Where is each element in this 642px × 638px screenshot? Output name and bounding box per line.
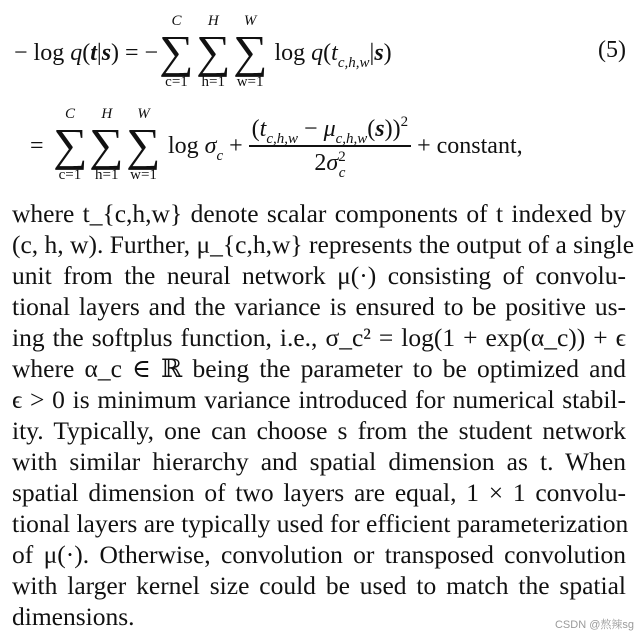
paragraph-line: tional layers are typically used for efficient parameterization: [12, 509, 629, 538]
sum-over-w-2: W ∑ w=1: [126, 106, 161, 183]
paragraph-line: tional layers and the variance is ensured to be positive us-: [12, 292, 626, 321]
equation-number: (5): [598, 37, 626, 63]
paragraph-line: spatial dimension of two layers are equal, 1 × 1 convolu-: [12, 478, 626, 507]
sum-w-upper: W: [243, 13, 257, 29]
eq2-log-term: $\log \sigma_c$ +: [161, 133, 243, 164]
eq1-rhs: $\log q(t_{c,h,w}|s)$: [268, 40, 392, 71]
sum-h-lower: h=1: [201, 74, 226, 90]
equation-5-line-1: [0, 8, 642, 98]
sum-over-c: C ∑ c=1: [159, 13, 194, 90]
sum-c-upper: C: [171, 13, 182, 29]
paragraph-line: where α_c ∈ ℝ being the parameter to be optimized and: [12, 354, 626, 383]
fraction-numerator: $(t_{c,h,w} - \mu_{c,h,w}(s))^2$: [251, 114, 409, 148]
fraction-denominator: $2\sigma^2_c$: [314, 148, 346, 181]
sum-over-h: H ∑ h=1: [196, 13, 231, 90]
equation-5-line-2: [0, 98, 642, 194]
eq2-tail: + constant,: [417, 133, 523, 159]
paragraph-line: ity. Typically, one can choose s from the student network: [12, 416, 626, 445]
paragraph-line: of μ(·). Otherwise, convolution or transposed convolution: [12, 540, 626, 569]
eq1-lhs: − log q(t|s) = −: [14, 40, 159, 66]
paragraph-line: dimensions.: [12, 602, 135, 631]
sum-over-h-2: H ∑ h=1: [89, 106, 124, 183]
sum-over-w: W ∑ w=1: [232, 13, 268, 90]
paragraph-line: ϵ > 0 is minimum variance introduced for numerical stabil-: [12, 385, 626, 414]
gaussian-fraction: [249, 114, 411, 181]
paragraph-line: with similar hierarchy and spatial dimension as t. When: [12, 447, 626, 476]
sum-c-lower: c=1: [165, 74, 188, 90]
sum-h-upper: H: [207, 13, 219, 29]
paragraph-line: (c, h, w). Further, μ_{c,h,w} represents the output of a single: [12, 230, 635, 259]
paragraph-line: with larger kernel size could be used to match the spatial: [12, 571, 626, 600]
csdn-watermark: CSDN @熬辣sg: [554, 619, 634, 631]
sum-over-c-2: C ∑ c=1: [52, 106, 88, 183]
eq2-lhs: =: [30, 133, 44, 159]
paragraph-line: unit from the neural network μ(·) consisting of convolu-: [12, 261, 626, 290]
sum-w-lower: w=1: [236, 74, 264, 90]
paragraph-line: where t_{c,h,w} denote scalar components of t indexed by: [12, 199, 626, 228]
paragraph-line: ing the softplus function, i.e., σ_c² = log(1 + exp(α_c)) + ϵ: [12, 323, 626, 352]
body-paragraph: [12, 198, 635, 632]
